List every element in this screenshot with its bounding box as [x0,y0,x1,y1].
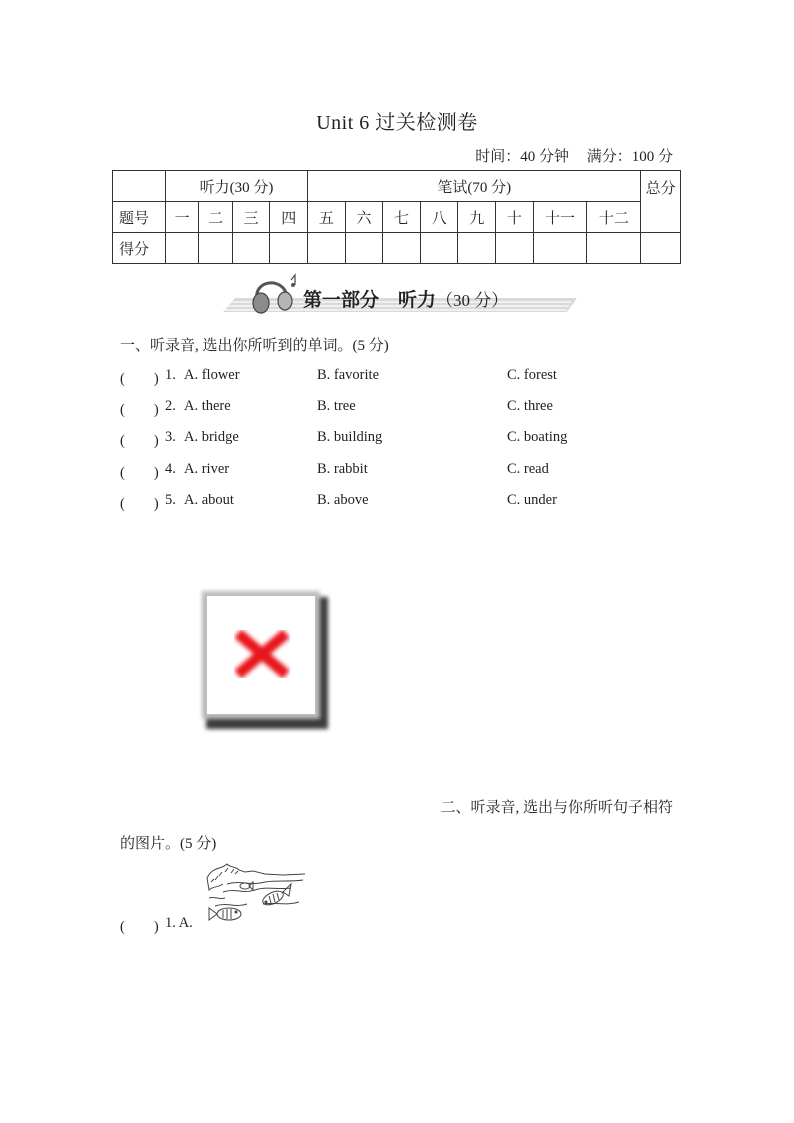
question-item [120,492,680,514]
question-item [120,429,680,451]
question-number-cell: 一 [165,202,199,233]
answer-blank[interactable]: ( ) [120,496,159,512]
score-table [112,170,681,264]
question1-heading: 一、听录音, 选出你所听到的单词。(5 分) [120,338,389,354]
page-title: Unit 6 过关检测卷 [316,112,478,134]
question-number-cell: 二 [199,202,233,233]
option-a: A. river [184,461,230,477]
score-cell[interactable] [345,233,383,264]
score-cell[interactable] [587,233,641,264]
option-c: C. read [507,461,549,477]
question-number-cell: 十 [496,202,534,233]
section-banner [205,272,585,318]
section-score: （30 分） [436,291,509,310]
picture-question-item [120,915,193,936]
listening-header: 听力(30 分) [165,171,307,202]
option-b: B. building [317,429,383,445]
question2-heading-continued: 的图片。(5 分) [120,836,217,852]
score-cell[interactable] [458,233,496,264]
score-cell[interactable] [533,233,587,264]
option-a: A. there [184,398,231,414]
question-number-cell: 八 [420,202,458,233]
option-c: C. forest [507,367,557,383]
option-b: B. tree [317,398,356,414]
score-table-corner [113,171,166,202]
score-row-label: 得分 [113,233,166,264]
option-a: A. flower [184,367,240,383]
option-b: B. favorite [317,367,380,383]
option-a: A. about [184,492,234,508]
option-c: C. three [507,398,553,414]
answer-blank[interactable]: ( ) [120,465,159,481]
score-cell[interactable] [496,233,534,264]
score-cell[interactable] [232,233,270,264]
score-cell[interactable] [308,233,346,264]
question-number-cell: 六 [345,202,383,233]
question-item [120,398,680,420]
item-label: 1. A. [165,915,193,931]
option-b: B. above [317,492,369,508]
item-number: 5. [165,492,176,508]
item-number: 1. [165,367,176,383]
option-b: B. rabbit [317,461,368,477]
broken-image-icon [198,587,332,733]
score-cell[interactable] [199,233,233,264]
answer-blank[interactable]: ( ) [120,402,159,418]
option-c: C. under [507,492,557,508]
question-number-label: 题号 [113,202,166,233]
option-a: A. bridge [184,429,239,445]
question-number-cell: 十二 [587,202,641,233]
time-limit: 时间：40 分钟 [475,149,569,165]
answer-blank[interactable]: ( ) [120,919,159,935]
question2-heading: 二、听录音, 选出与你所听句子相符 [440,800,673,816]
question-item [120,367,680,389]
question-number-cell: 四 [270,202,308,233]
score-row [113,233,681,264]
question-number-cell: 七 [383,202,421,233]
item-number: 3. [165,429,176,445]
score-cell[interactable] [420,233,458,264]
section-title-text: 第一部分 听力 [303,289,437,311]
score-cell[interactable] [270,233,308,264]
question-number-cell: 十一 [533,202,587,233]
option-c: C. boating [507,429,568,445]
question-number-cell: 三 [232,202,270,233]
question-number-cell: 五 [308,202,346,233]
answer-blank[interactable]: ( ) [120,433,159,449]
score-cell[interactable] [165,233,199,264]
written-header: 笔试(70 分) [308,171,641,202]
score-cell[interactable] [383,233,421,264]
exam-meta [461,145,673,166]
question-item [120,461,680,483]
question-number-cell: 九 [458,202,496,233]
total-score-cell[interactable] [641,233,681,264]
full-score: 满分：100 分 [586,149,673,165]
section-title [303,285,508,312]
fish-in-river-image [205,862,309,932]
score-table-header-row [113,171,681,202]
total-header: 总分 [641,171,681,233]
item-number: 4. [165,461,176,477]
answer-blank[interactable]: ( ) [120,371,159,387]
question-number-row [113,202,681,233]
item-number: 2. [165,398,176,414]
